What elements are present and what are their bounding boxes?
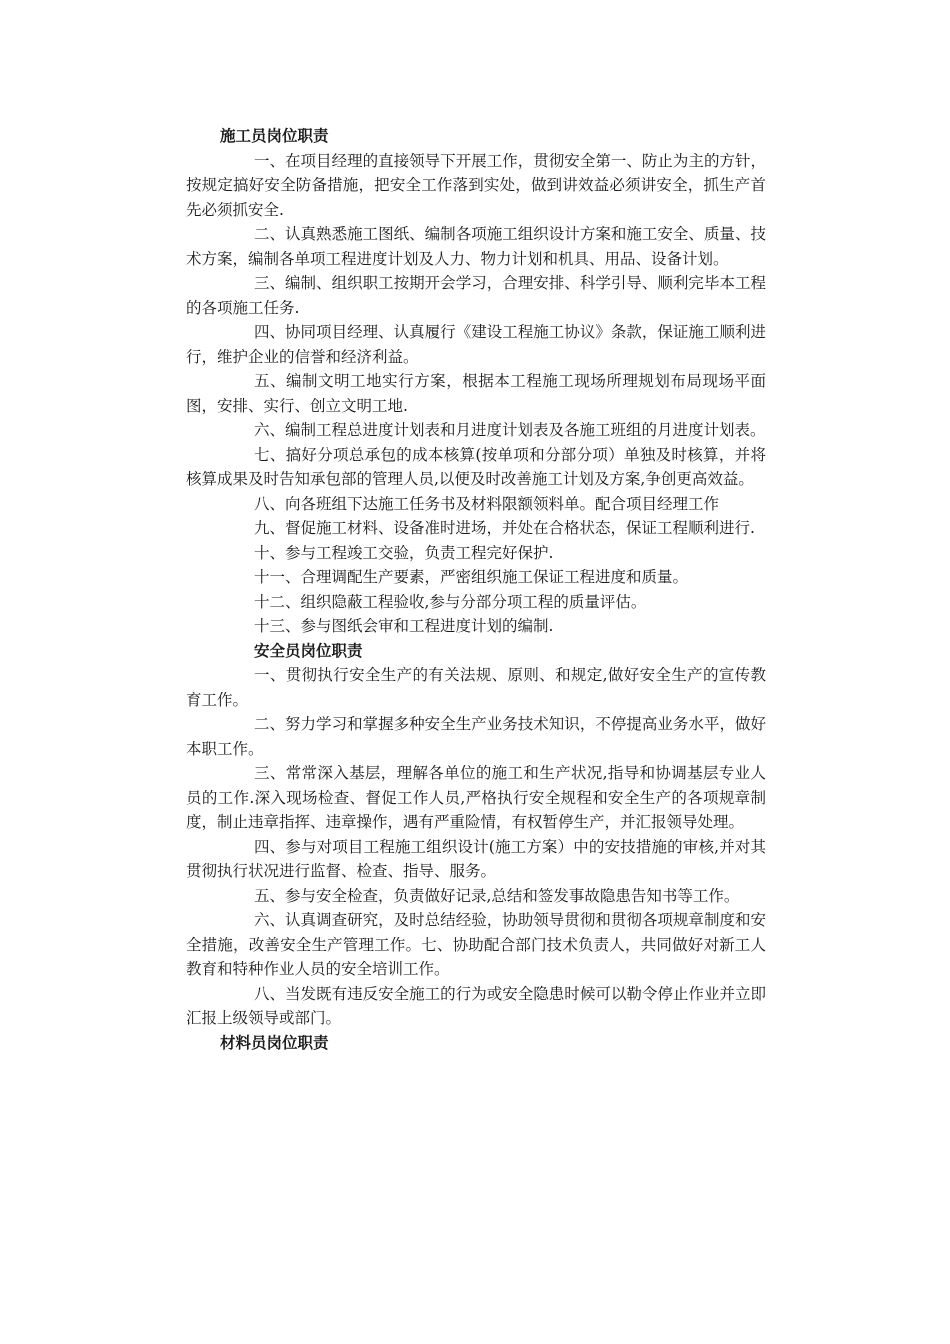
safety-duty-8: 八、当发既有违反安全施工的行为或安全隐患时候可以勒令停止作业并立即汇报上级领导或部门。 — [186, 984, 766, 1027]
construction-duty-13: 十三、参与图纸会审和工程进度计划的编制. — [254, 617, 554, 635]
safety-duty-5: 五、参与安全检查，负责做好记录,总结和签发事故隐患告知书等工作。 — [254, 886, 740, 905]
construction-duty-8: 八、向各班组下达施工任务书及材料限额领料单。配合项目经理工作 — [254, 494, 720, 513]
construction-duty-12: 十二、组织隐蔽工程验收,参与分部分项工程的质量评估。 — [254, 592, 647, 611]
section-title-materials-officer: 材料员岗位职责 — [220, 1032, 329, 1052]
safety-duty-3: 三、常常深入基层，理解各单位的施工和生产状况,指导和协调基层专业人员的工作.深入现场检查、督促工作人员,严格执行安全规程和安全生产的各项规章制度，制止违章指挥、违章操作，遇有严重险情，有权暂停生产，并汇报领导处理。 — [186, 764, 766, 831]
construction-duty-9: 九、督促施工材料、设备准时进场，并处在合格状态，保证工程顺利进行. — [254, 519, 755, 537]
construction-duty-7: 七、搞好分项总承包的成本核算(按单项和分部分项）单独及时核算，并将核算成果及时告知承包部的管理人员,以便及时改善施工计划及方案,争创更高效益。 — [186, 445, 766, 488]
safety-duty-2: 二、努力学习和掌握多种安全生产业务技术知识，不停提高业务水平，做好本职工作。 — [186, 715, 766, 758]
document-body — [186, 124, 766, 1055]
construction-duty-10: 十、参与工程竣工交验，负责工程完好保护. — [254, 543, 554, 562]
section-title-safety-officer: 安全员岗位职责 — [254, 640, 363, 660]
construction-duty-1: 一、在项目经理的直接领导下开展工作，贯彻安全第一、防止为主的方针，按规定搞好安全防备措施，把安全工作落到实处，做到讲效益必须讲安全，抓生产首先必须抓安全. — [186, 151, 766, 219]
safety-duty-6-7: 六、认真调查研究，及时总结经验，协助领导贯彻和贯彻各项规章制度和安全措施，改善安全生产管理工作。七、协助配合部门技术负责人，共同做好对新工人教育和特种作业人员的安全培训工作。 — [186, 911, 766, 978]
construction-duty-3: 三、编制、组织职工按期开会学习，合理安排、科学引导、顺利完毕本工程的各项施工任务. — [186, 274, 766, 317]
construction-duty-5: 五、编制文明工地实行方案，根据本工程施工现场所理规划布局现场平面图，安排、实行、创立文明工地. — [186, 372, 766, 415]
safety-duty-4: 四、参与对项目工程施工组织设计(施工方案）中的安技措施的审核,并对其贯彻执行状况进行监督、检查、指导、服务。 — [186, 837, 766, 880]
construction-duty-6: 六、编制工程总进度计划表和月进度计划表及各施工班组的月进度计划表。 — [254, 421, 766, 439]
section-title-construction-worker: 施工员岗位职责 — [220, 126, 329, 145]
construction-duty-2: 二、认真熟悉施工图纸、编制各项施工组织设计方案和施工安全、质量、技术方案，编制各单项工程进度计划及人力、物力计划和机具、用品、设备计划。 — [186, 225, 766, 268]
safety-duty-1: 一、贯彻执行安全生产的有关法规、原则、和规定,做好安全生产的宣传教育工作。 — [186, 666, 766, 709]
construction-duty-4: 四、协同项目经理、认真履行《建设工程施工协议》条款，保证施工顺利进行，维护企业的信誉和经济利益。 — [186, 323, 766, 366]
construction-duty-11: 十一、合理调配生产要素，严密组织施工保证工程进度和质量。 — [254, 568, 689, 586]
